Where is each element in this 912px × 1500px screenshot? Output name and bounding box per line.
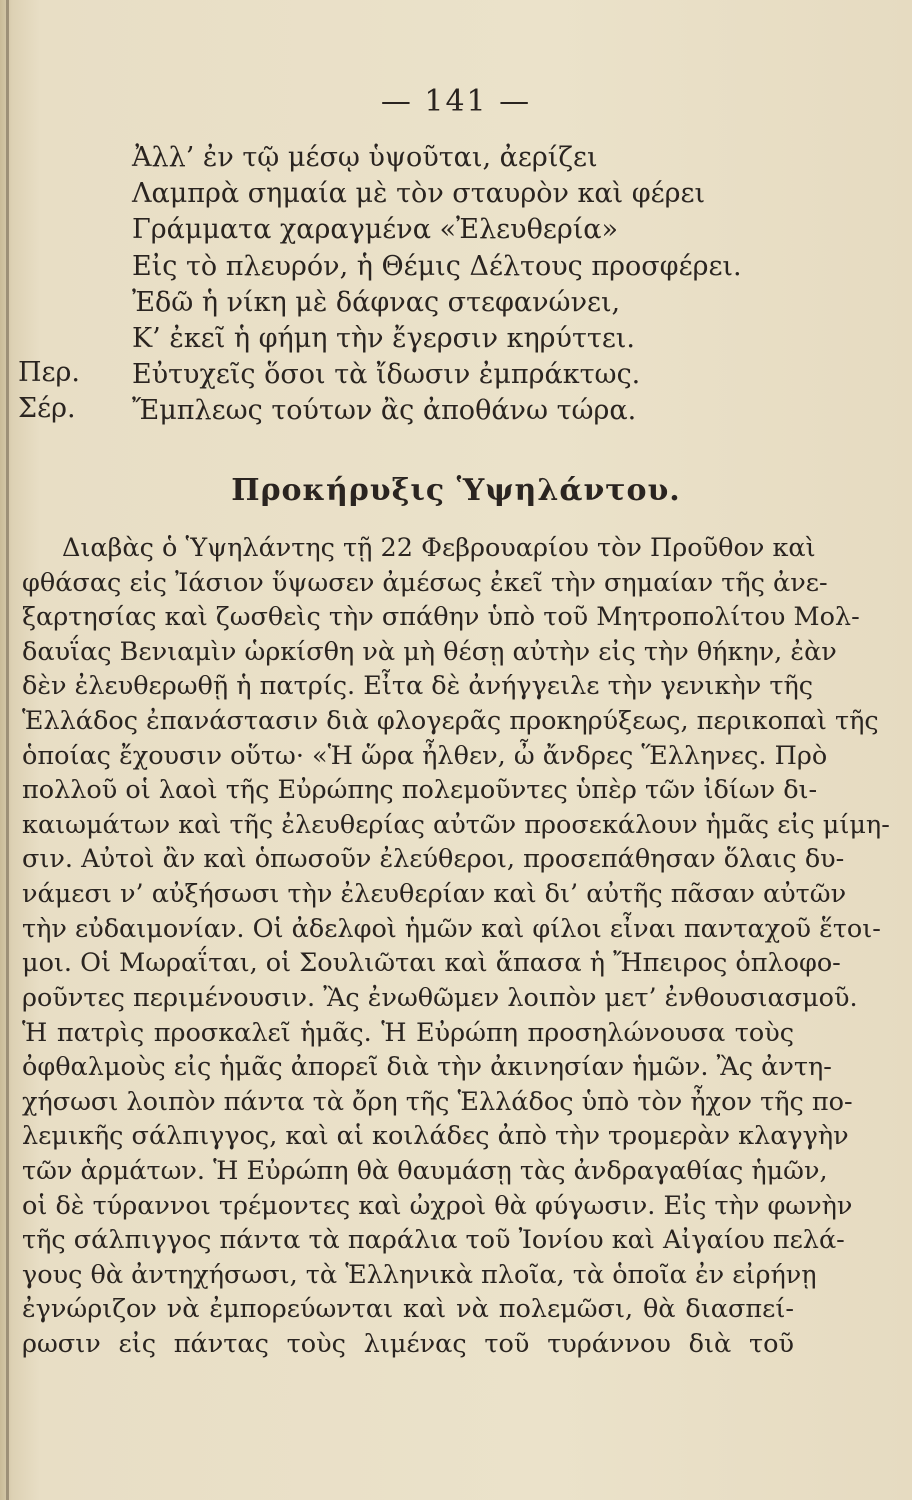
text-line: οἱ δὲ τύραννοι τρέμοντες καὶ ὠχροὶ θὰ φύγωσιν. Εἰς τὴν φωνὴν: [22, 1190, 853, 1221]
page-number: — 141 —: [380, 84, 532, 119]
text-line: ξαρτησίας καὶ ζωσθεὶς τὴν σπάθην ὑπὸ τοῦ Μητροπολίτου Μολ-: [22, 602, 860, 633]
verse-line: Ἔμπλεως τούτων ἂς ἀποθάνω τώρα.: [132, 395, 637, 427]
text-line: νάμεσι ν’ αὐξήσωσι τὴν ἐλευθερίαν καὶ δι’ αὐτῆς πᾶσαν αὐτῶν: [22, 879, 847, 910]
text-line: τὴν εὐδαιμονίαν. Οἱ ἀδελφοὶ ἡμῶν καὶ φίλοι εἶναι πανταχοῦ ἕτοι-: [22, 913, 881, 944]
text-line: μοι. Οἱ Μωραΐται, οἱ Σουλιῶται καὶ ἅπασα ἡ Ἤπειρος ὁπλοφο-: [22, 948, 841, 979]
text-line: τῆς σάλπιγγος πάντα τὰ παράλια τοῦ Ἰονίου καὶ Αἰγαίου πελά-: [22, 1225, 845, 1256]
speaker-label: Περ.: [18, 357, 80, 388]
text-line: ροῦντες περιμένουσιν. Ἂς ἐνωθῶμεν λοιπὸν μετ’ ἐνθουσιασμοῦ.: [22, 982, 858, 1013]
text-line: πολλοῦ οἱ λαοὶ τῆς Εὐρώπης πολεμοῦντες ὑπὲρ τῶν ἰδίων δι-: [22, 775, 818, 806]
text-line: Ἑλλάδος ἐπανάστασιν διὰ φλογερᾶς προκηρύξεως, περικοπαὶ τῆς: [22, 706, 879, 737]
verse-line: Λαμπρὰ σημαία μὲ τὸν σταυρὸν καὶ φέρει: [132, 178, 706, 210]
text-line: Διαβὰς ὁ Ὑψηλάντης τῇ 22 Φεβρουαρίου τὸν Προῦθον καὶ: [62, 533, 816, 563]
text-line: καιωμάτων καὶ τῆς ἐλευθερίας αὐτῶν προσεκάλουν ἡμᾶς εἰς μίμη-: [22, 809, 890, 840]
speaker-label: Σέρ.: [18, 393, 76, 424]
verse-line: Εἰς τὸ πλευρόν, ἡ Θέμις Δέλτους προσφέρει.: [132, 250, 742, 282]
text-line: τῶν ἁρμάτων. Ἡ Εὐρώπη θὰ θαυμάσῃ τὰς ἀνδραγαθίας ἡμῶν,: [22, 1155, 828, 1186]
section-heading: Προκήρυξις Ὑψηλάντου.: [231, 473, 681, 508]
prose-block: [22, 531, 890, 1362]
poem-block: [132, 140, 742, 430]
text-line: ὀφθαλμοὺς εἰς ἡμᾶς ἀπορεῖ διὰ τὴν ἀκινησίαν ἡμῶν. Ἂς ἀντη-: [22, 1052, 832, 1083]
verse-line: Γράμματα χαραγμένα «Ἐλευθερία»: [132, 214, 619, 246]
text-line: φθάσας εἰς Ἰάσιον ὕψωσεν ἀμέσως ἐκεῖ τὴν σημαίαν τῆς ἀνε-: [22, 567, 828, 598]
verse-line: Ἀλλ’ ἐν τῷ μέσῳ ὑψοῦται, ἀερίζει: [132, 142, 598, 173]
text-line: σιν. Αὐτοὶ ἂν καὶ ὁπωσοῦν ἐλεύθεροι, προσεπάθησαν ὅλαις δυ-: [22, 844, 845, 875]
verse-line: Ἐδῶ ἡ νίκη μὲ δάφνας στεφανώνει,: [132, 286, 621, 318]
verse-line: Εὐτυχεῖς ὅσοι τὰ ἴδωσιν ἐμπράκτως.: [132, 359, 641, 391]
text-line: χήσωσι λοιπὸν πάντα τὰ ὄρη τῆς Ἑλλάδος ὑπὸ τὸν ἦχον τῆς πο-: [22, 1086, 853, 1117]
text-line: ρωσιν εἰς πάντας τοὺς λιμένας τοῦ τυράννου διὰ τοῦ: [22, 1329, 794, 1360]
text-line: γους θὰ ἀντηχήσωσι, τὰ Ἑλληνικὰ πλοῖα, τὰ ὁποῖα ἐν εἰρήνῃ: [22, 1259, 817, 1290]
text-line: ὁποίας ἔχουσιν οὕτω· «Ἡ ὥρα ἦλθεν, ὦ ἄνδρες Ἕλληνες. Πρὸ: [22, 740, 828, 771]
text-line: δαυΐας Βενιαμὶν ὡρκίσθη νὰ μὴ θέσῃ αὐτὴν εἰς τὴν θήκην, ἐὰν: [22, 636, 837, 667]
text-line: δὲν ἐλευθερωθῇ ἡ πατρίς. Εἶτα δὲ ἀνήγγειλε τὴν γενικὴν τῆς: [22, 671, 814, 702]
text-line: ἐγνώριζον νὰ ἐμπορεύωνται καὶ νὰ πολεμῶσι, θὰ διασπεί-: [22, 1294, 794, 1325]
text-line: λεμικῆς σάλπιγγος, καὶ αἱ κοιλάδες ἀπὸ τὴν τρομερὰν κλαγγὴν: [22, 1121, 849, 1152]
binding-edge: [6, 0, 9, 1500]
text-line: Ἡ πατρὶς προσκαλεῖ ἡμᾶς. Ἡ Εὐρώπη προσηλώνουσα τοὺς: [22, 1017, 794, 1048]
verse-line: Κ’ ἐκεῖ ἡ φήμη τὴν ἔγερσιν κηρύττει.: [132, 322, 635, 354]
